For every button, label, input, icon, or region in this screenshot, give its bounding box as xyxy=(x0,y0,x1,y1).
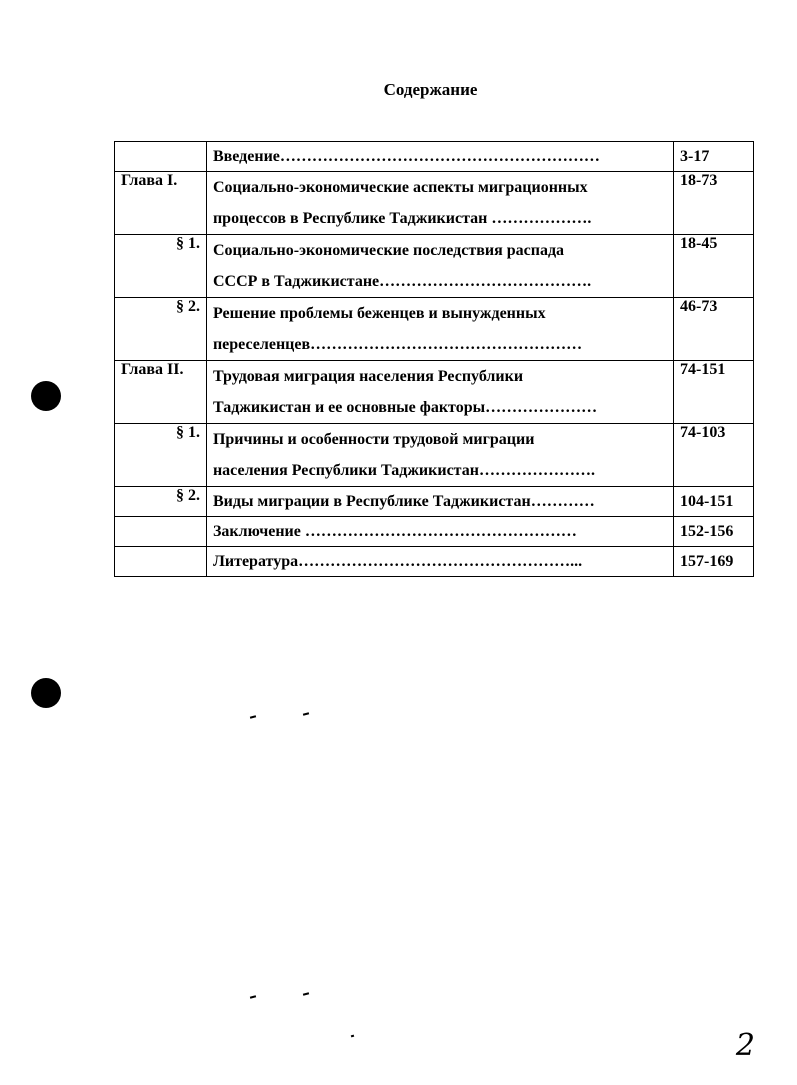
toc-entry-text: переселенцев…………………………………………… xyxy=(212,336,583,353)
toc-entry-text: Трудовая миграция населения Республики xyxy=(212,368,524,385)
toc-entry-text: процессов в Республике Таджикистан ………………. xyxy=(212,210,592,227)
scan-speck xyxy=(250,715,256,718)
scan-speck xyxy=(351,1035,354,1038)
toc-entry-text: Социально-экономические аспекты миграционных xyxy=(212,179,588,196)
toc-entry-text: Литература……………………………………………... xyxy=(212,553,583,570)
toc-entry-text: Введение…………………………………………………… xyxy=(212,148,600,165)
toc-entry-text: Решение проблемы беженцев и вынужденных xyxy=(212,305,546,322)
page-title: Содержание xyxy=(383,80,478,99)
toc-label xyxy=(115,517,207,547)
toc-label: § 1. xyxy=(115,424,207,487)
toc-label xyxy=(115,142,207,172)
toc-label: § 2. xyxy=(115,487,207,517)
toc-pages: 74-151 xyxy=(674,361,754,424)
toc-pages: 152-156 xyxy=(674,517,754,547)
scan-speck xyxy=(303,712,309,715)
scan-speck xyxy=(303,992,309,995)
toc-row xyxy=(115,142,754,172)
toc-row xyxy=(115,424,754,487)
toc-row xyxy=(115,172,754,235)
punch-hole-mark xyxy=(31,381,61,411)
toc-pages: 46-73 xyxy=(674,298,754,361)
toc-entry-text: Социально-экономические последствия распада xyxy=(212,242,565,259)
toc-pages: 74-103 xyxy=(674,424,754,487)
toc-row xyxy=(115,517,754,547)
toc-label xyxy=(115,547,207,577)
toc-label: Глава II. xyxy=(115,361,207,424)
toc-row xyxy=(115,361,754,424)
toc-entry-text: СССР в Таджикистане…………………………………. xyxy=(212,273,592,290)
toc-pages: 157-169 xyxy=(674,547,754,577)
toc-pages: 18-73 xyxy=(674,172,754,235)
contents-table xyxy=(114,141,754,577)
toc-pages: 104-151 xyxy=(674,487,754,517)
toc-entry-text: Таджикистан и ее основные факторы………………… xyxy=(212,399,598,416)
toc-label: § 1. xyxy=(115,235,207,298)
toc-label: § 2. xyxy=(115,298,207,361)
toc-row xyxy=(115,298,754,361)
toc-pages: 3-17 xyxy=(674,142,754,172)
toc-row xyxy=(115,487,754,517)
toc-entry-text: Виды миграции в Республике Таджикистан………… xyxy=(212,493,595,510)
toc-row xyxy=(115,235,754,298)
toc-entry-text: Заключение …………………………………………… xyxy=(212,523,577,540)
punch-hole-mark xyxy=(31,678,61,708)
scan-speck xyxy=(250,995,256,998)
toc-row xyxy=(115,547,754,577)
toc-label: Глава I. xyxy=(115,172,207,235)
toc-pages: 18-45 xyxy=(674,235,754,298)
toc-entry-text: Причины и особенности трудовой миграции xyxy=(212,431,535,448)
page-number: 2 xyxy=(735,1028,755,1063)
toc-entry-text: населения Республики Таджикистан…………………. xyxy=(212,462,595,479)
